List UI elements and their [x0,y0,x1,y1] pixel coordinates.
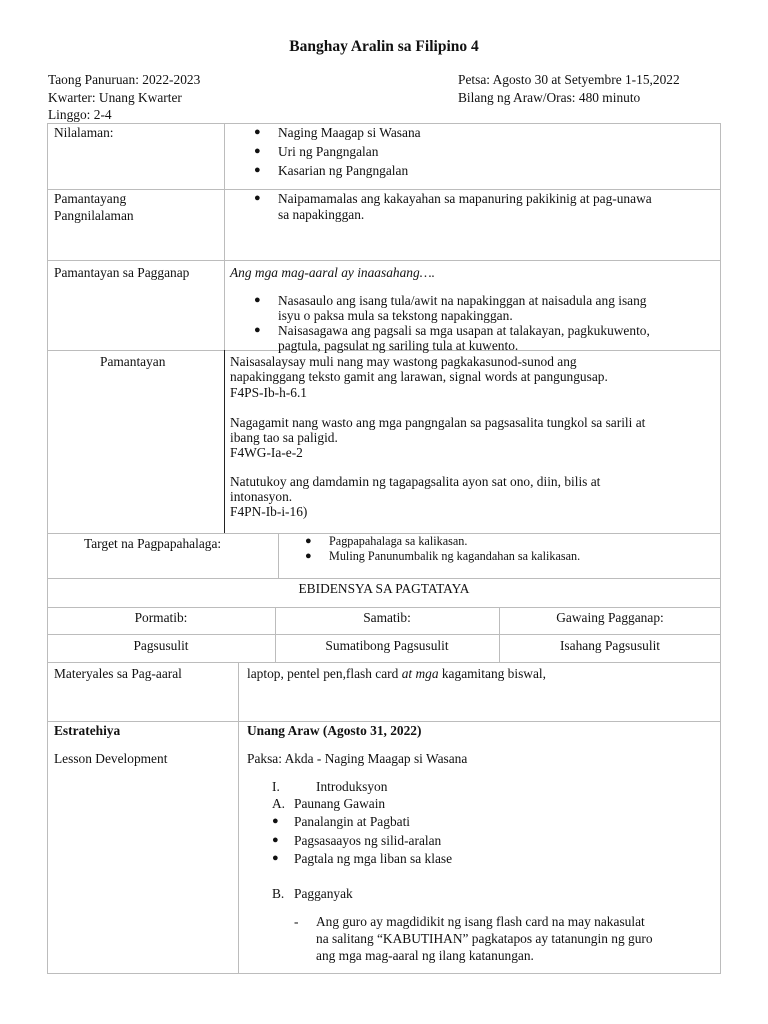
list-item-continued: pagtula, pagsulat ng sariling tula at kuwento. [278,338,519,353]
lesson-topic: Paksa: Akda - Naging Maagap si Wasana [247,751,468,766]
list-item: ● Naisasagawa ang pagsali sa mga usapan at talakayan, pagkukuwento, [254,323,650,338]
paragraph-line: Ang guro ay magdidikit ng isang flash card na may nakasulat [316,914,645,929]
list-item-continued: sa napakinggan. [278,207,365,222]
pamantayan-sa-pagganap-label: Pamantayan sa Pagganap [54,265,190,280]
column-header: Pormatib: [134,610,188,625]
paragraph-line: ang mga mag-aaral ng ilang katanungan. [316,948,534,963]
ebidensya-heading: EBIDENSYA SA PAGTATAYA [298,581,470,596]
competency-code: F4WG-Ia-e-2 [230,445,303,460]
competency-line: Natutukoy ang damdamin ng tagapagsalita ayon sat ono, diin, bilis at [230,474,601,489]
list-item: ● Panalangin at Pagbati [272,814,411,829]
page-title: Banghay Aralin sa Filipino 4 [289,38,479,55]
list-item-continued: isyu o paksa mula sa tekstong napakinggan. [278,308,513,323]
list-item: ● Pagtala ng mga liban sa klase [272,851,453,866]
letter-marker: A. [272,796,286,811]
table-cell: Sumatibong Pagsusulit [325,638,449,653]
letter-marker: B. [272,886,285,901]
materyales-label: Materyales sa Pag-aaral [54,666,182,681]
roman-numeral: I. [272,779,280,794]
materyales-value: laptop, pentel pen,flash card at mga kagamitang biswal, [247,666,546,681]
nilalaman-label: Nilalaman: [54,125,114,140]
paragraph-line: na salitang “KABUTIHAN” pagkatapos ay tatanungin ng guro [316,931,653,946]
table-cell: Isahang Pagsusulit [559,638,661,653]
section-heading: Introduksyon [316,779,388,794]
competency-line: intonasyon. [230,489,293,504]
pamantayang-pangnilalaman-label-1: Pamantayang [54,191,127,206]
pamantayang-pangnilalaman-label-2: Pangnilalaman [54,208,134,223]
target-label: Target na Pagpapahalaga: [84,536,222,551]
list-item: ● Uri ng Pangngalan [254,144,379,159]
subsection-heading: Paunang Gawain [294,796,386,811]
competency-code: F4PN-Ib-i-16) [230,504,308,519]
list-item: ● Kasarian ng Pangngalan [254,163,409,178]
quarter: Kwarter: Unang Kwarter [48,90,182,105]
list-item: ● Nasasaulo ang isang tula/awit na napakinggan at naisadula ang isang [254,293,647,308]
table-cell: Pagsusulit [133,638,189,653]
school-year: Taong Panuruan: 2022-2023 [48,72,201,87]
week: Linggo: 2-4 [48,107,112,122]
column-header: Gawaing Pagganap: [556,610,664,625]
list-item: ● Pagsasaayos ng silid-aralan [272,833,442,848]
list-item: ● Naipamamalas ang kakayahan sa mapanuring pakikinig at pag-unawa [254,191,652,206]
pamantayan-label: Pamantayan [100,354,166,369]
competency-line: napakinggang teksto gamit ang larawan, signal words at pangungusap. [230,369,608,384]
pagganap-intro: Ang mga mag-aaral ay inaasahang…. [230,265,435,280]
date: Petsa: Agosto 30 at Setyembre 1-15,2022 [458,72,680,87]
estratehiya-label: Estratehiya [54,723,121,738]
lesson-development-label: Lesson Development [54,751,168,766]
competency-line: ibang tao sa paligid. [230,430,338,445]
duration: Bilang ng Araw/Oras: 480 minuto [458,90,641,105]
column-header: Samatib: [363,610,411,625]
competency-line: Nagagamit nang wasto ang mga pangngalan sa pagsasalita tungkol sa sarili at [230,415,646,430]
competency-line: Naisasalaysay muli nang may wastong pagkakasunod-sunod ang [230,354,577,369]
competency-code: F4PS-Ib-h-6.1 [230,385,308,400]
dash-marker: - [294,914,299,929]
list-item: ● Pagpapahalaga sa kalikasan. [305,534,468,548]
subsection-heading: Pagganyak [294,886,353,901]
list-item: ● Naging Maagap si Wasana [254,125,421,140]
day-heading: Unang Araw (Agosto 31, 2022) [247,723,422,738]
list-item: ● Muling Panunumbalik ng kagandahan sa kalikasan. [305,549,581,563]
